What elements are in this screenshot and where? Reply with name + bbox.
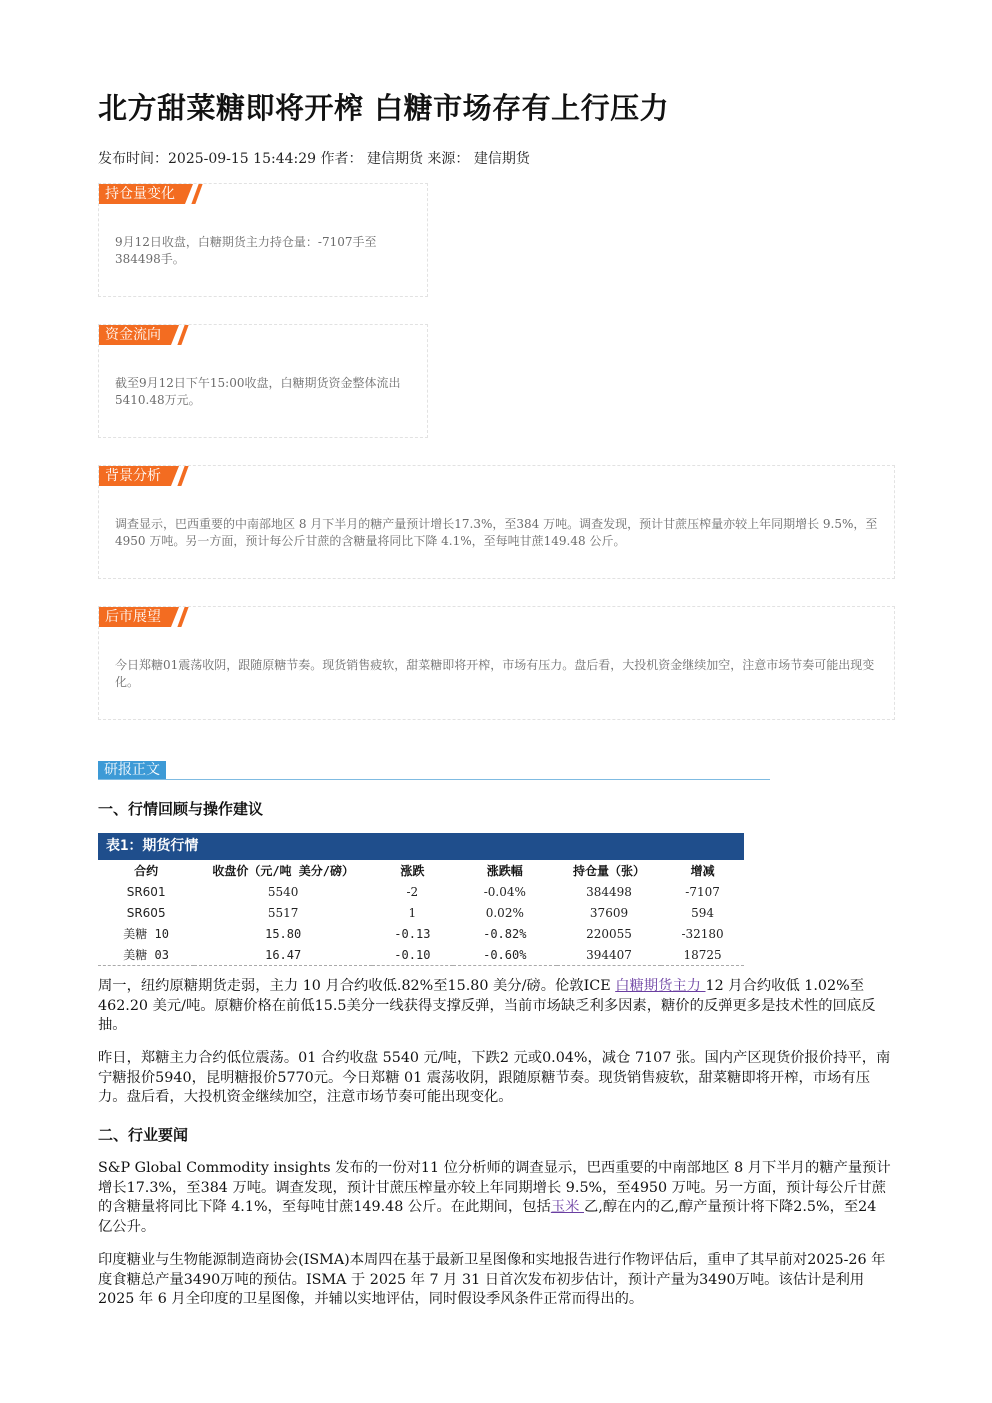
table-cell: 美糖 03 bbox=[123, 948, 169, 962]
background-tag-label: 背景分析 bbox=[105, 468, 161, 484]
futures-data-table bbox=[98, 860, 744, 966]
table-row bbox=[98, 944, 744, 966]
table-cell: 220055 bbox=[586, 926, 632, 941]
paragraph-brazil bbox=[98, 1159, 893, 1237]
section-divider bbox=[98, 779, 770, 780]
table-cell: -0.60% bbox=[483, 947, 527, 962]
table-row bbox=[98, 923, 744, 944]
table-header: 收盘价（元/吨 美分/磅） bbox=[212, 864, 354, 878]
heading-industry-news: 二、行业要闻 bbox=[98, 1126, 189, 1144]
table-cell: -7107 bbox=[685, 884, 720, 899]
table-header: 涨跌幅 bbox=[486, 864, 523, 878]
table-cell: SR601 bbox=[126, 884, 166, 899]
table-cell: -2 bbox=[406, 884, 419, 899]
position-change-tag bbox=[99, 184, 185, 204]
table-cell: 37609 bbox=[589, 905, 629, 920]
table-row bbox=[98, 902, 744, 923]
heading-market-review: 一、行情回顾与操作建议 bbox=[98, 800, 264, 818]
table-cell: 5517 bbox=[267, 905, 299, 920]
table-header: 合约 bbox=[134, 864, 159, 878]
table-cell: 394407 bbox=[586, 947, 632, 962]
table-cell: 0.02% bbox=[485, 905, 524, 920]
paragraph-raw-sugar bbox=[98, 977, 893, 1036]
page-title: 北方甜菜糖即将开榨 白糖市场存有上行压力 bbox=[98, 91, 670, 125]
position-change-text: 9月12日收盘，白糖期货主力持仓量：-7107手至384498手。 bbox=[115, 235, 377, 266]
table-header: 持仓量（张） bbox=[573, 864, 646, 878]
fund-flow-tag bbox=[99, 325, 171, 345]
outlook-card bbox=[98, 606, 895, 720]
table-cell: 594 bbox=[691, 905, 715, 920]
fund-flow-tag-label: 资金流向 bbox=[105, 327, 161, 343]
background-card bbox=[98, 465, 895, 579]
table-header: 增减 bbox=[690, 864, 715, 878]
paragraph-text: 乙,醇在内的乙,醇产量预计将下降2.5%，至24 亿公升。 bbox=[98, 1199, 877, 1235]
table-cell: -0.04% bbox=[483, 884, 526, 899]
report-body-tag: 研报正文 bbox=[98, 761, 166, 780]
table-cell: -0.13 bbox=[394, 926, 431, 941]
table-title: 表1：期货行情 bbox=[98, 833, 744, 860]
table-cell: 18725 bbox=[683, 947, 722, 962]
fund-flow-text: 截至9月12日下午15:00收盘，白糖期货资金整体流出5410.48万元。 bbox=[115, 376, 401, 407]
position-change-card bbox=[98, 183, 428, 297]
table-cell: -0.82% bbox=[483, 926, 527, 941]
paragraph-text: S&P Global Commodity insights 发布的一份对11 位分析师的调查显示，巴西重要的中南部地区 8 月下半月的糖产量预计增长17.3%，至384 万吨。调查发现，预计甘蔗压榨量亦较上年同期增长 9.5%，至4950 万吨。另一方面，预计每公斤甘蔗的含糖量将同比下降 4.1%，至每吨甘蔗149.48 公斤。在此期间，包括 bbox=[98, 1160, 891, 1215]
position-change-tag-label: 持仓量变化 bbox=[105, 186, 175, 202]
table-header: 涨跌 bbox=[400, 864, 425, 878]
paragraph-india: 印度糖业与生物能源制造商协会(ISMA)本周四在基于最新卫星图像和实地报告进行作物评估后，重申了其早前对2025-26 年度食糖总产量3490万吨的预估。ISMA 于 2025 年 7 月 31 日首次发布初步估计，预计产量为3490万吨。该估计是利用 2025 年 6 月全印度的卫星图像，并辅以实地评估，同时假设季风条件正常而得出的。 bbox=[98, 1252, 886, 1307]
paragraph-zhengzhou-sugar: 昨日，郑糖主力合约低位震荡。01 合约收盘 5540 元/吨，下跌2 元或0.04%，减仓 7107 张。国内产区现货价报价持平，南宁糖报价5940，昆明糖报价5770元。今日郑糖 01 震荡收阴，跟随原糖节奏。现货销售疲软，甜菜糖即将开榨，市场有压力。盘后看，大投机资金继续加空，注意市场节奏可能出现变化。 bbox=[98, 1050, 891, 1105]
table-cell: 5540 bbox=[267, 884, 299, 899]
background-tag bbox=[99, 466, 171, 486]
sugar-futures-link[interactable]: 白糖期货主力 bbox=[615, 978, 706, 994]
article-meta: 发布时间：2025-09-15 15:44:29 作者： 建信期货 来源： 建信期货 bbox=[98, 151, 530, 167]
paragraph-text: 周一，纽约原糖期货走弱，主力 10 月合约收低.82%至15.80 美分/磅。伦敦ICE bbox=[98, 978, 616, 994]
outlook-tag-label: 后市展望 bbox=[105, 609, 161, 625]
paragraph-text: 12 月合约收低 1.02%至 462.20 美元/吨。原糖价格在前低15.5美分一线获得支撑反弹，当前市场缺乏利多因素，糖价的反弹更多是技术性的回底反抽。 bbox=[98, 978, 876, 1033]
table-cell: 384498 bbox=[586, 884, 632, 899]
table-row bbox=[98, 881, 744, 902]
corn-link[interactable]: 玉米 bbox=[550, 1199, 584, 1215]
futures-table bbox=[98, 833, 744, 966]
background-text: 调查显示，巴西重要的中南部地区 8 月下半月的糖产量预计增长17.3%，至384 万吨。调查发现，预计甘蔗压榨量亦较上年同期增长 9.5%，至4950 万吨。另一方面，预计每公斤甘蔗的含糖量将同比下降 4.1%，至每吨甘蔗149.48 公斤。 bbox=[115, 517, 878, 548]
table-cell: 1 bbox=[408, 905, 417, 920]
table-cell: -32180 bbox=[681, 926, 724, 941]
table-header-row bbox=[98, 860, 744, 881]
fund-flow-card bbox=[98, 324, 428, 438]
table-cell: SR605 bbox=[126, 905, 166, 920]
table-cell: 15.80 bbox=[265, 926, 302, 941]
table-cell: 16.47 bbox=[265, 947, 302, 962]
outlook-text: 今日郑糖01震荡收阴，跟随原糖节奏。现货销售疲软，甜菜糖即将开榨，市场有压力。盘后看，大投机资金继续加空，注意市场节奏可能出现变化。 bbox=[115, 658, 875, 689]
table-cell: -0.10 bbox=[394, 947, 431, 962]
outlook-tag bbox=[99, 607, 171, 627]
table-cell: 美糖 10 bbox=[123, 927, 169, 941]
